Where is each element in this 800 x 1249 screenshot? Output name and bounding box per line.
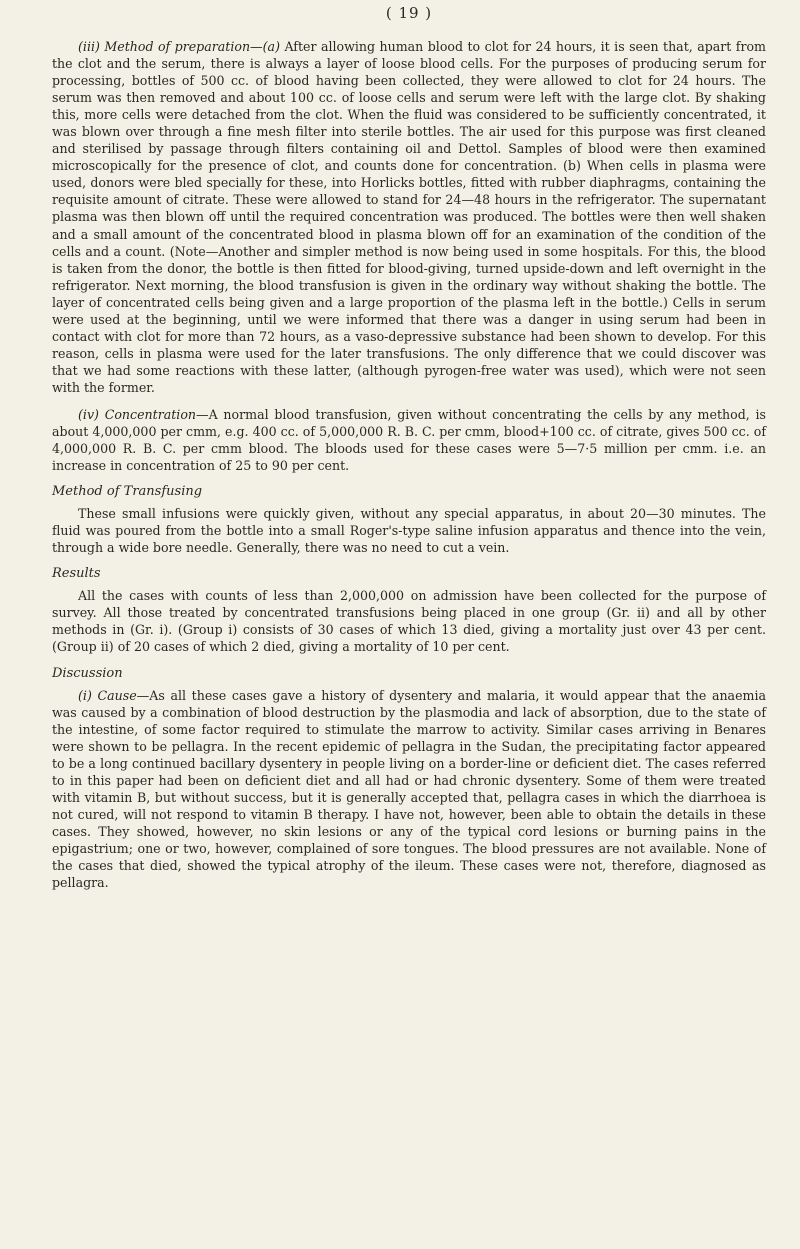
paragraph-text: As all these cases gave a history of dysentery and malaria, it would appear that the anaemia was caused by a combination of blood destruction by the plasmodia and lack of absorption, due to the state of the intestine, of some factor required to stimulate the marrow to activity. Similar cases arriving in Benares were shown to be pellagra. In the recent epidemic of pellagra in the Sudan, the precipitating factor appeared to be a long continued bacillary dysentery in people living on a border-line or deficient diet. The cases referred to in this paper had been on deficient diet and all had or had chronic dysentery. Some of them were treated with vitamin B, but without success, but it is generally accepted that, pellagra cases in which the diarrhoea is not cured, will not respond to vitamin B therapy. I have not, however, been able to obtain the details in these cases. They showed, however, no skin lesions or any of the typical cord lesions or burning pains in the epigastrium; one or two, however, complained of sore tongues. The blood pressures are not available. None of the cases that died, showed the typical atrophy of the ileum. These cases were not, therefore, diagnosed as pellagra. xyxy=(52,687,766,891)
paragraph-method-of-preparation xyxy=(52,38,766,396)
section-heading-results: Results xyxy=(52,566,101,582)
paragraph-cause xyxy=(52,687,766,892)
page-number: ( 19 ) xyxy=(385,4,433,22)
paragraph-concentration xyxy=(52,406,766,474)
paragraph-lead: (i) Cause— xyxy=(78,687,150,703)
paragraph-lead: (iv) Concentration— xyxy=(78,406,209,422)
paragraph-text: A normal blood transfusion, given without concentrating the cells by any method, is about 4,000,000 per cmm, e.g. 400 cc. of 5,000,000 R. B. C. per cmm, blood+100 cc. of citrate, gives 500 cc. of 4,000,000 R. B. C. per cmm blood. The bloods used for these cases were 5—7·5 million per cmm. i.e. an increase in concentration of 25 to 90 per cent. xyxy=(52,406,766,474)
paragraph-results: All the cases with counts of less than 2,000,000 on admission have been collected for the purpose of survey. All those treated by concentrated transfusions being placed in one group (Gr. ii) and all by other methods in (Gr. i). (Group i) consists of 30 cases of which 13 died, giving a mortality just over 43 per cent. (Group ii) of 20 cases of which 2 died, giving a mortality of 10 per cent. xyxy=(52,588,766,655)
section-heading-discussion: Discussion xyxy=(52,665,123,681)
paragraph-transfusing: These small infusions were quickly given, without any special apparatus, in about 20—30 minutes. The fluid was poured from the bottle into a small Roger's-type saline infusion apparatus and thence into the vein, through a wide bore needle. Generally, there was no need to cut a vein. xyxy=(52,506,766,556)
section-heading-method-of-transfusing: Method of Transfusing xyxy=(52,484,203,500)
paragraph-text: After allowing human blood to clot for 24 hours, it is seen that, apart from the clot and the serum, there is always a layer of loose blood cells. For the purposes of producing serum for processing, bottles of 500 cc. of blood having been collected, they were allowed to clot for 24 hours. The serum was then removed and about 100 cc. of loose cells and serum were left with the large clot. By shaking this, more cells were detached from the clot. When the fluid was considered to be sufficiently concentrated, it was blown over through a fine mesh filter into sterile bottles. The air used for this purpose was first cleaned and sterilised by passage through filters containing oil and Dettol. Samples of blood were then examined microscopically for the presence of clot, and counts done for concentration. (b) When cells in plasma were used, donors were bled specially for these, into Horlicks bottles, fitted with rubber diaphragms, containing the requisite amount of citrate. These were allowed to stand for 24—48 hours in the refrigerator. The supernatant plasma was then blown off until the required concentration was produced. The bottles were then well shaken and a small amount of the concentrated blood in plasma blown off for an examination of the condition of the cells and a count. (Note—Another and simpler method is now being used in some hospitals. For this, the blood is taken from the donor, the bottle is then fitted for blood-giving, turned upside-down and left overnight in the refrigerator. Next morning, the blood transfusion is given in the ordinary way without shaking the bottle. The layer of concentrated cells being given and a large proportion of the plasma left in the bottle.) Cells in serum were used at the beginning, until we were informed that there was a danger in using serum had been in contact with clot for more than 72 hours, as a vaso-depressive substance had been shown to develop. For this reason, cells in plasma were used for the later transfusions. The only difference that we could discover was that we had some reactions with these latter, (although pyrogen-free water was used), which were not seen with the former. xyxy=(52,39,767,395)
paragraph-lead: (iii) Method of preparation—(a) xyxy=(78,39,280,54)
